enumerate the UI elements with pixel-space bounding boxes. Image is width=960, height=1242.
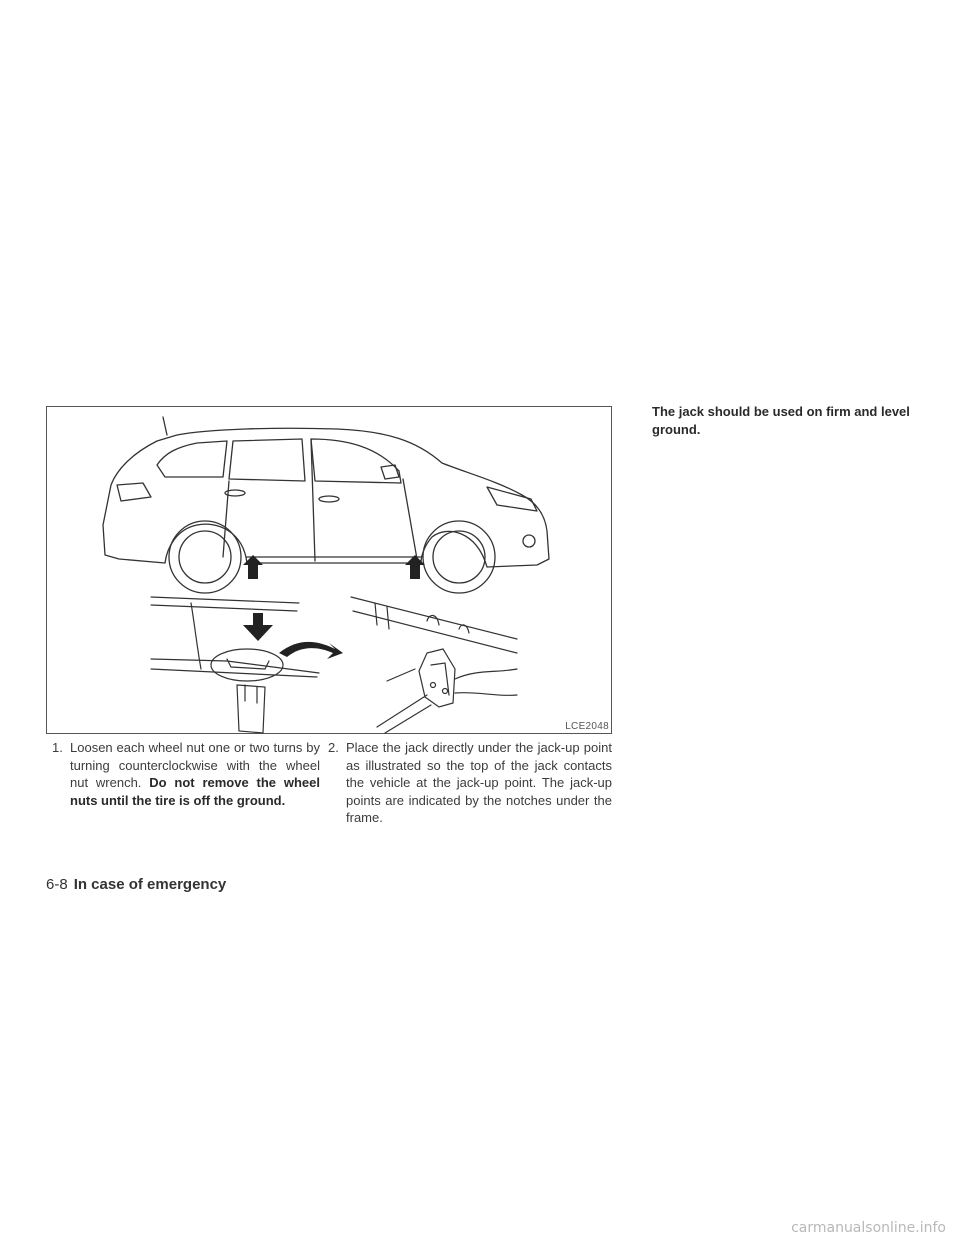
chapter-title: In case of emergency (73, 876, 227, 893)
notch-1 (427, 615, 439, 625)
jack-down-arrow (243, 613, 273, 641)
rear-wheel (169, 521, 241, 593)
frame-rail (151, 659, 319, 673)
jack-up-illustration (46, 406, 612, 734)
front-door-line (403, 479, 417, 559)
jack-up-point-circle (211, 649, 283, 681)
page-number: 6-8 (46, 876, 68, 893)
jack-point-arrows (243, 555, 425, 641)
front-wheel (423, 521, 495, 593)
jack-saddle (419, 649, 455, 707)
front-jack-point-arrow (405, 555, 425, 579)
step-warning: Do not remove the wheel nuts until the tire is off the ground. (70, 775, 320, 808)
vehicle-jack-diagram (47, 407, 613, 735)
step-text: Loosen each wheel nut one or two turns by turning counterclockwise with the wheel nut wrench. (70, 740, 320, 790)
step-2 (328, 739, 612, 827)
watermark: carmanualsonline.info (791, 1220, 946, 1236)
step-text: Place the jack directly under the jack-up point as illustrated so the top of the jack contacts the vehicle at the jack-up point. The jack-up points are indicated by the notches under the frame. (346, 740, 612, 825)
body-edge (191, 603, 201, 669)
frame-bottom (455, 669, 517, 679)
antenna (163, 417, 167, 435)
front-door-window (311, 439, 401, 483)
step-number: 2. (328, 740, 339, 755)
frame-line-top (151, 597, 299, 603)
front-door-handle (319, 496, 339, 502)
rear-window (157, 441, 227, 477)
step-number: 1. (52, 740, 63, 755)
note-text: The jack should be used on firm and level ground. (652, 404, 910, 437)
ground-note (652, 403, 920, 438)
side-mirror (381, 465, 399, 479)
step-1 (52, 739, 320, 809)
fog-light (523, 535, 535, 547)
figure-code: LCE2048 (565, 721, 609, 732)
jack-head (237, 685, 265, 733)
page-footer (46, 876, 226, 893)
rear-door-window (229, 439, 305, 481)
curved-arrow (279, 642, 343, 659)
tail-light (117, 483, 151, 501)
